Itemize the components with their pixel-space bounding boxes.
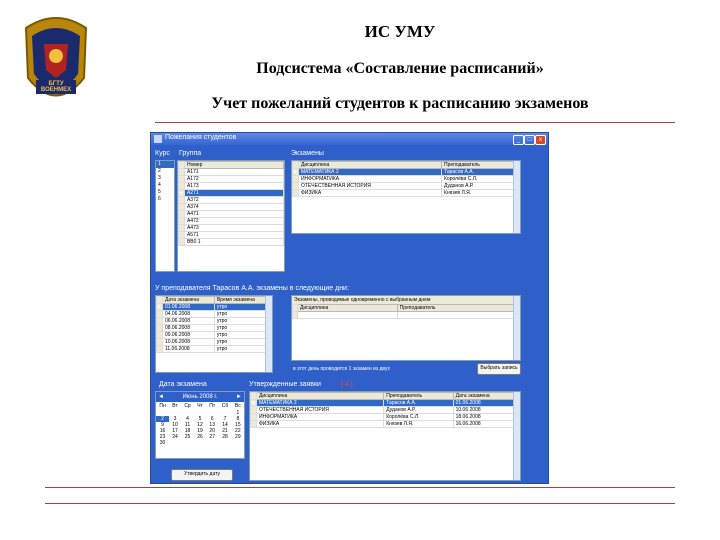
calendar-day [218,440,231,446]
calendar-day[interactable]: 7 [223,416,227,422]
approved-col-teacher: Преподаватель [384,393,453,400]
table-row[interactable] [157,318,272,325]
weekday-label: Сб [221,403,229,409]
maximize-icon[interactable]: □ [524,135,535,145]
weekday-label: Вт [172,403,178,409]
window-titlebar[interactable] [151,133,548,145]
minimize-icon[interactable]: _ [513,135,524,145]
table-cell: утро [214,339,271,346]
teacher-days-grid[interactable] [155,295,273,373]
table-cell: ОТЕЧЕСТВЕННАЯ ИСТОРИЯ [298,183,441,190]
table-cell: А471 [184,211,283,218]
table-row[interactable] [179,204,284,211]
simultaneous-scrollbar[interactable] [513,296,520,360]
calendar-day[interactable]: 23 [159,434,166,440]
exams-col-discipline: Дисциплина [298,162,441,169]
simultaneous-exams-grid[interactable] [291,295,521,361]
calendar-week [156,440,244,446]
calendar-day[interactable]: 1 [236,410,240,416]
calendar-day[interactable]: 17 [172,428,178,434]
calendar-day[interactable]: 20 [209,428,215,434]
table-row[interactable] [179,190,284,197]
choose-record-button[interactable]: Выбрать запись [477,363,521,375]
calendar-day [169,440,181,446]
table-cell: 01.06.2008 [162,304,214,311]
window-icon [154,135,162,143]
table-cell: Тарасов А.А. [384,400,453,407]
calendar-grid [156,402,244,446]
table-cell: 06.06.2008 [162,318,214,325]
table-row[interactable] [179,197,284,204]
approved-col-date: Дата экзамена [453,393,519,400]
table-cell: утро [214,318,271,325]
calendar-day [181,440,194,446]
calendar-day [194,440,206,446]
table-row[interactable] [251,400,520,407]
table-row[interactable] [179,232,284,239]
table-cell: утро [214,304,271,311]
calendar-day[interactable]: 21 [222,428,228,434]
exams-table [292,161,520,197]
table-cell: А374 [184,204,283,211]
table-cell: утро [214,346,271,353]
table-cell: Тарасов А.А. [442,169,520,176]
set-date-button[interactable]: Утвердить дату [171,469,233,481]
calendar-day[interactable]: 24 [172,434,178,440]
table-row[interactable] [179,176,284,183]
table-cell: А372 [184,197,283,204]
calendar-month: Июнь 2008 г. [182,394,218,400]
calendar-day[interactable]: 8 [236,416,240,422]
weekday-label: Пн [159,403,166,409]
group-col-header: Номер [184,162,283,169]
table-cell: А473 [184,225,283,232]
calendar-day[interactable]: 30 [159,440,166,446]
table-cell: А172 [184,176,283,183]
table-cell: 16.06.2008 [453,421,519,428]
approved-label: Утвержденные заявки [249,381,321,388]
calendar-day[interactable]: 3 [173,416,177,422]
table-row[interactable] [293,312,520,319]
approved-scrollbar[interactable] [513,392,520,480]
row-marker: ► [293,169,298,175]
table-row[interactable] [157,311,272,318]
weekday-label: Ср [184,403,191,409]
table-cell: А173 [184,183,283,190]
bottom-divider [45,487,675,488]
course-list[interactable] [155,160,175,272]
table-cell: ОТЕЧЕСТВЕННАЯ ИСТОРИЯ [256,407,383,414]
table-cell: Королёва С.Л. [442,176,520,183]
table-cell: ВВ0 1 [184,239,283,246]
weekday-label: Вс [234,403,241,409]
system-title: ИС УМУ [364,22,436,41]
calendar-day[interactable]: 27 [209,434,215,440]
table-cell: 11.06.2008 [162,346,214,353]
calendar-day[interactable]: 11 [184,422,191,428]
row-marker: ► [251,400,256,406]
course-item[interactable]: 1 [156,161,174,168]
table-row[interactable] [179,211,284,218]
table-cell: утро [214,325,271,332]
table-cell: 18.06.2008 [453,414,519,421]
calendar-day[interactable]: 28 [222,434,228,440]
table-row[interactable] [179,225,284,232]
approved-table [250,392,520,428]
university-logo [16,8,96,118]
calendar-day[interactable]: 9 [161,422,164,428]
table-cell: ФИЗИКА [256,421,383,428]
table-cell: 10.06.2008 [453,407,519,414]
weekday-label: Чт [197,403,203,409]
exams-scrollbar[interactable] [513,161,520,233]
table-cell: Дуданов А.Р. [442,183,520,190]
table-row[interactable] [157,332,272,339]
group-label: Группа [179,150,202,157]
calendar-day[interactable]: 5 [198,416,202,422]
table-row[interactable] [293,183,520,190]
table-cell: А171 [184,169,283,176]
table-row[interactable] [157,339,272,346]
calendar-day[interactable]: 2 [156,416,169,422]
course-item[interactable]: 5 [158,189,161,195]
approved-col-discipline: Дисциплина [256,393,383,400]
table-row[interactable] [251,421,520,428]
calendar-day [232,440,244,446]
wishes-window [150,132,549,484]
teacher-col-date: Дата экзамена [162,297,214,304]
bottom-divider-2 [45,503,675,504]
table-row[interactable] [293,169,520,176]
calendar-day[interactable]: 15 [235,422,241,428]
calendar-day[interactable]: 10 [172,422,178,428]
table-row[interactable] [157,304,272,311]
table-cell: А571 [184,232,283,239]
window-title: Пожелания студентов [165,134,237,141]
course-item[interactable]: 6 [158,196,161,202]
calendar-day[interactable]: 25 [184,434,191,440]
table-cell: Князев Л.Я. [442,190,520,197]
table-row[interactable] [293,190,520,197]
table-cell: утро [214,311,271,318]
table-cell: Князев Л.Я. [384,421,453,428]
weekday-label: Пт [209,403,216,409]
table-cell: ИНФОРМАТИКА [298,176,441,183]
calendar-day [206,440,218,446]
table-cell: 04.06.2008 [162,311,214,318]
simultaneous-caption: Экзамены, проводимые одновременно с выбранным днем [292,296,520,304]
simul-col-discipline: Дисциплина [298,305,398,312]
group-table [178,161,284,246]
course-item[interactable]: 2 [158,168,161,174]
logo-text: БГТУ ВОЕНМЕХ [40,81,72,93]
table-cell: Королёва С.Л. [384,414,453,421]
row-marker: ► [157,304,162,310]
calendar-header [156,392,244,402]
exams-grid[interactable] [291,160,521,234]
simultaneous-table [292,304,520,319]
calendar-day[interactable]: 22 [235,428,241,434]
table-cell: 08.06.2008 [162,325,214,332]
page-heading: Учет пожеланий студентов к расписанию экзаменов [211,95,589,112]
calendar-day[interactable]: 19 [197,428,203,434]
table-cell: А472 [184,218,283,225]
course-label: Курс [155,150,170,157]
table-row[interactable] [179,218,284,225]
course-item[interactable]: 4 [158,182,161,188]
table-row[interactable] [179,183,284,190]
subsystem-title: Подсистема «Составление расписаний» [256,60,544,77]
close-icon[interactable]: x [535,135,546,145]
table-row[interactable] [157,346,272,353]
row-marker: ► [179,190,184,196]
exam-date-label: Дата экзамена [159,381,207,388]
table-cell: А271 [184,190,283,197]
table-cell: МАТЕМАТИКА 2 [256,400,383,407]
table-row[interactable] [251,407,520,414]
calendar-day[interactable]: 13 [209,422,215,428]
table-cell: 01.06.2008 [453,400,519,407]
teacher-days-label: У преподавателя Тарасов А.А. экзамены в следующие дни: [155,285,349,292]
table-cell: МАТЕМАТИКА 2 [298,169,441,176]
course-item[interactable]: 3 [158,175,161,181]
calendar-day[interactable]: 18 [184,428,191,434]
teacher-col-time: Время экзамена [214,297,271,304]
calendar-day[interactable]: 4 [186,416,189,422]
table-cell: утро [214,332,271,339]
table-cell: ИНФОРМАТИКА [256,414,383,421]
calendar-day[interactable]: 16 [159,428,166,434]
table-row[interactable] [179,239,284,246]
exam-calendar[interactable] [155,391,245,459]
eagle-emblem-icon [16,8,96,118]
top-divider [155,122,675,123]
calendar-day[interactable]: 6 [210,416,214,422]
calendar-day[interactable]: 29 [235,434,241,440]
teacher-days-table [156,296,272,353]
table-cell: Дуданов А.Р. [384,407,453,414]
calendar-day[interactable]: 26 [197,434,203,440]
table-row[interactable] [251,414,520,421]
exams-label: Экзамены [291,150,324,157]
table-row[interactable] [179,169,284,176]
table-row[interactable] [293,176,520,183]
approved-count: [ 4 ] [341,381,353,388]
group-list[interactable] [177,160,285,272]
simul-col-teacher: Преподаватель [397,305,519,312]
calendar-day[interactable]: 14 [222,422,228,428]
calendar-day[interactable]: 12 [197,422,203,428]
next-month-icon[interactable]: ► [236,394,242,400]
table-cell: ФИЗИКА [298,190,441,197]
approved-grid[interactable] [249,391,521,481]
table-row[interactable] [157,325,272,332]
table-cell: 09.06.2008 [162,332,214,339]
table-cell: 10.06.2008 [162,339,214,346]
exams-col-teacher: Преподаватель [442,162,520,169]
teacher-days-scrollbar[interactable] [265,296,272,372]
note-label: в этот день проводится 1 экзамен из двух [293,366,390,372]
prev-month-icon[interactable]: ◄ [158,394,164,400]
